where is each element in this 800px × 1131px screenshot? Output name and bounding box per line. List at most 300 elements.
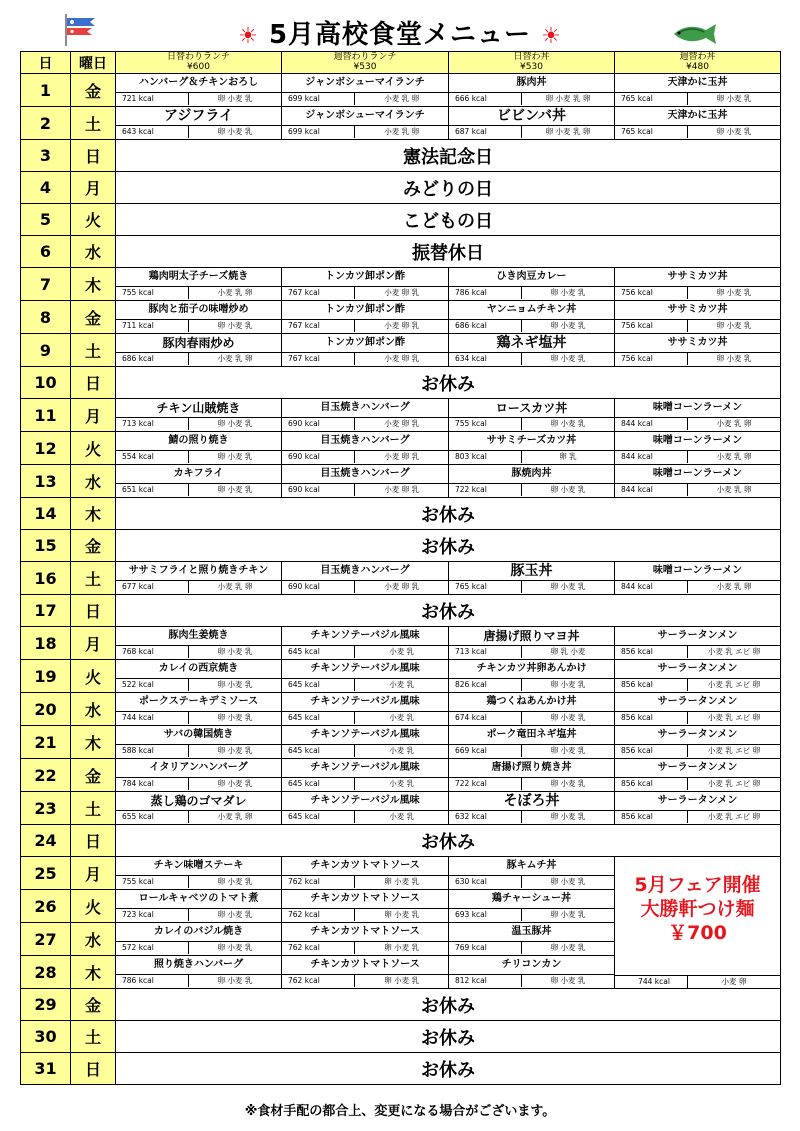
calories: 756 kcal <box>615 320 688 332</box>
table-row <box>21 857 781 890</box>
allergens: 卵 小麦 乳 <box>384 976 420 985</box>
dish-name: 唐揚げ照りマヨ丼 <box>483 629 580 643</box>
table-row <box>21 465 781 498</box>
weekday: 金 <box>71 989 116 1021</box>
weekday: 月 <box>71 172 116 204</box>
table-row <box>21 334 781 367</box>
dish-name: 鶏つくねあんかけ丼 <box>486 696 577 707</box>
calories: 690 kcal <box>282 484 355 496</box>
col-price: ¥530 <box>353 62 377 72</box>
col-name: 日替わ丼 <box>513 52 550 62</box>
menu-cell <box>116 660 282 693</box>
calories: 699 kcal <box>282 126 355 138</box>
calories: 844 kcal <box>615 451 688 463</box>
allergens: 卵 小麦 乳 <box>217 976 253 985</box>
closed-label: お休み <box>116 989 781 1021</box>
weekday: 火 <box>71 432 116 465</box>
calories: 632 kcal <box>449 811 522 823</box>
menu-cell <box>282 107 449 140</box>
day-number: 14 <box>21 498 71 530</box>
calories: 645 kcal <box>282 778 355 790</box>
weekday: 木 <box>71 498 116 530</box>
table-row <box>21 989 781 1021</box>
dish-name: 目玉焼きハンバーグ <box>320 435 410 446</box>
calories: 803 kcal <box>449 451 522 463</box>
nutrition-info <box>449 941 614 954</box>
allergens: 卵 小麦 乳 <box>217 452 253 461</box>
dish-name: 豚肉丼 <box>516 77 547 88</box>
nutrition-info <box>449 125 614 138</box>
menu-cell <box>615 693 781 726</box>
dish-name: 天津かに玉丼 <box>667 77 728 88</box>
menu-cell <box>615 268 781 301</box>
header-col <box>449 52 615 74</box>
dish-name: チキンソテーバジル風味 <box>310 762 420 773</box>
header <box>20 10 780 50</box>
day-number: 28 <box>21 956 71 989</box>
dish-name: ハンバーグ＆チキンおろし <box>138 77 259 88</box>
dish-name: 豚玉丼 <box>510 563 553 579</box>
calories: 755 kcal <box>116 876 189 888</box>
menu-cell <box>449 857 615 890</box>
allergens: 卵 小麦 乳 <box>217 910 253 919</box>
calories: 856 kcal <box>615 811 688 823</box>
closed-label: お休み <box>116 595 781 627</box>
allergens: 卵 小麦 乳 <box>384 943 420 952</box>
nutrition-info <box>615 352 780 365</box>
day-number: 31 <box>21 1053 71 1085</box>
menu-cell <box>282 268 449 301</box>
allergens: 小麦 乳 <box>389 779 415 788</box>
calories: 674 kcal <box>449 712 522 724</box>
weekday: 木 <box>71 726 116 759</box>
table-row <box>21 792 781 825</box>
calories: 769 kcal <box>449 942 522 954</box>
table-row <box>21 726 781 759</box>
nutrition-info <box>116 711 281 724</box>
calories: 765 kcal <box>615 126 688 138</box>
menu-cell <box>282 890 449 923</box>
calories: 634 kcal <box>449 353 522 365</box>
calories: 572 kcal <box>116 942 189 954</box>
calories: 844 kcal <box>615 418 688 430</box>
allergens: 小麦 卵 乳 <box>384 485 420 494</box>
calories: 677 kcal <box>116 581 189 593</box>
dish-name: チキンカツ丼卵あんかけ <box>476 663 587 674</box>
nutrition-info <box>116 92 281 105</box>
nutrition-info <box>449 92 614 105</box>
menu-cell <box>449 759 615 792</box>
allergens: 小麦 卵 乳 <box>384 452 420 461</box>
closed-label: お休み <box>116 530 781 562</box>
nutrition-info <box>282 941 448 954</box>
dish-name: 豚焼肉丼 <box>511 468 552 479</box>
weekday: 土 <box>71 107 116 140</box>
weekday: 木 <box>71 956 116 989</box>
dish-name: ササミフライと照り焼きチキン <box>128 565 269 576</box>
dish-name: そぼろ丼 <box>503 793 560 809</box>
calories: 744 kcal <box>116 712 189 724</box>
nutrition-info <box>449 974 614 987</box>
weekday: 金 <box>71 530 116 562</box>
table-row <box>21 562 781 595</box>
menu-cell <box>615 107 781 140</box>
nutrition-info <box>449 908 614 921</box>
calories: 765 kcal <box>449 581 522 593</box>
table-row <box>21 432 781 465</box>
nutrition-info <box>449 286 614 299</box>
day-number: 20 <box>21 693 71 726</box>
table-row <box>21 595 781 627</box>
menu-cell <box>282 660 449 693</box>
menu-cell <box>449 792 615 825</box>
calories: 687 kcal <box>449 126 522 138</box>
allergens: 小麦 乳 卵 <box>217 582 253 591</box>
calories: 690 kcal <box>282 581 355 593</box>
day-number: 2 <box>21 107 71 140</box>
allergens: 小麦 卵 <box>721 977 747 986</box>
weekday: 金 <box>71 301 116 334</box>
nutrition-info <box>282 450 448 463</box>
allergens: 小麦 乳 エビ 卵 <box>707 647 761 656</box>
table-row <box>21 204 781 236</box>
allergens: 小麦 乳 <box>389 647 415 656</box>
col-price: ¥600 <box>187 62 210 72</box>
allergens: 卵 小麦 乳 <box>716 321 752 330</box>
calories: 856 kcal <box>615 646 688 658</box>
menu-cell <box>116 627 282 660</box>
nutrition-info <box>449 580 614 593</box>
weekday: 日 <box>71 140 116 172</box>
menu-cell <box>282 956 449 989</box>
dish-name: 味噌コーンラーメン <box>652 402 743 413</box>
nutrition-info <box>282 810 448 823</box>
menu-cell <box>116 334 282 367</box>
weekday: 日 <box>71 1053 116 1085</box>
calories: 645 kcal <box>282 679 355 691</box>
day-number: 24 <box>21 825 71 857</box>
nutrition-info <box>116 678 281 691</box>
calories: 722 kcal <box>449 778 522 790</box>
nutrition-info <box>116 417 281 430</box>
calories: 784 kcal <box>116 778 189 790</box>
weekday: 土 <box>71 792 116 825</box>
day-number: 1 <box>21 74 71 107</box>
dish-name: カレイの西京焼き <box>158 663 239 674</box>
menu-cell <box>449 432 615 465</box>
allergens: 卵 乳 小麦 <box>550 647 586 656</box>
day-number: 26 <box>21 890 71 923</box>
allergens: 卵 小麦 乳 <box>217 746 253 755</box>
calories: 844 kcal <box>615 581 688 593</box>
dish-name: 目玉焼きハンバーグ <box>320 468 410 479</box>
table-row <box>21 107 781 140</box>
dish-name: ヤンニョムチキン丼 <box>486 304 577 315</box>
table-row <box>21 367 781 399</box>
menu-cell <box>282 627 449 660</box>
menu-cell <box>449 923 615 956</box>
nutrition-info <box>282 908 448 921</box>
title-text: 5月高校食堂メニュー <box>268 20 532 50</box>
allergens: 卵 小麦 乳 卵 <box>545 127 591 136</box>
allergens: 卵 乳 <box>559 452 577 461</box>
table-row <box>21 140 781 172</box>
nutrition-info <box>449 450 614 463</box>
calories: 762 kcal <box>282 876 355 888</box>
dish-name: サーラータンメン <box>657 696 738 707</box>
sun-icon: ☀ <box>238 24 259 49</box>
dish-name: チキンカツトマトソース <box>310 959 420 970</box>
allergens: 卵 小麦 乳 <box>716 288 752 297</box>
calories: 762 kcal <box>282 942 355 954</box>
dish-name: 味噌コーンラーメン <box>652 565 743 576</box>
dish-name: チキンカツトマトソース <box>310 926 420 937</box>
nutrition-info <box>449 319 614 332</box>
allergens: 卵 小麦 乳 <box>217 127 253 136</box>
day-number: 19 <box>21 660 71 693</box>
allergens: 卵 小麦 乳 <box>217 943 253 952</box>
table-row <box>21 74 781 107</box>
allergens: 卵 小麦 乳 <box>716 127 752 136</box>
dish-name: チキンカツトマトソース <box>310 893 420 904</box>
allergens: 卵 小麦 乳 <box>550 779 586 788</box>
dish-name: ポーク竜田ネギ塩丼 <box>486 729 577 740</box>
day-number: 15 <box>21 530 71 562</box>
fair-promo <box>615 857 781 989</box>
menu-cell <box>615 399 781 432</box>
allergens: 卵 小麦 乳 <box>550 582 586 591</box>
allergens: 小麦 卵 乳 <box>384 582 420 591</box>
dish-name: ジャンボシューマイランチ <box>305 110 425 121</box>
nutrition-info <box>449 711 614 724</box>
day-number: 6 <box>21 236 71 268</box>
nutrition-info <box>615 777 780 790</box>
table-row <box>21 693 781 726</box>
dish-name: 照り焼きハンバーグ <box>153 959 244 970</box>
nutrition-info <box>116 645 281 658</box>
day-number: 29 <box>21 989 71 1021</box>
day-number: 12 <box>21 432 71 465</box>
calories: 686 kcal <box>449 320 522 332</box>
menu-cell <box>449 301 615 334</box>
nutrition-info <box>282 483 448 496</box>
table-row <box>21 399 781 432</box>
allergens: 卵 小麦 乳 <box>217 779 253 788</box>
dish-name: 唐揚げ照り焼き丼 <box>491 762 572 773</box>
nutrition-info <box>282 319 448 332</box>
allergens: 小麦 乳 卵 <box>384 94 420 103</box>
weekday: 火 <box>71 890 116 923</box>
nutrition-info <box>615 711 780 724</box>
weekday: 火 <box>71 660 116 693</box>
allergens: 小麦 乳 卵 <box>716 419 752 428</box>
weekday: 月 <box>71 857 116 890</box>
table-row <box>21 825 781 857</box>
allergens: 小麦 乳 卵 <box>716 582 752 591</box>
nutrition-info <box>615 810 780 823</box>
allergens: 卵 小麦 乳 <box>217 485 253 494</box>
col-price: ¥480 <box>686 62 709 72</box>
nutrition-info <box>282 92 448 105</box>
nutrition-info <box>116 941 281 954</box>
fair-nutrition-info <box>615 975 780 988</box>
allergens: 卵 小麦 乳 <box>550 943 586 952</box>
nutrition-info <box>282 417 448 430</box>
weekday: 土 <box>71 1021 116 1053</box>
day-number: 4 <box>21 172 71 204</box>
closed-label: お休み <box>116 1053 781 1085</box>
dish-name: ササミカツ丼 <box>667 304 728 315</box>
allergens: 卵 小麦 乳 <box>217 647 253 656</box>
menu-cell <box>449 693 615 726</box>
dish-name: チキンソテーバジル風味 <box>310 630 420 641</box>
dish-name: ロースカツ丼 <box>495 401 568 415</box>
closed-label: お休み <box>116 1021 781 1053</box>
dish-name: チキンソテーバジル風味 <box>310 696 420 707</box>
nutrition-info <box>282 645 448 658</box>
allergens: 卵 小麦 乳 <box>716 94 752 103</box>
calories: 713 kcal <box>449 646 522 658</box>
day-number: 16 <box>21 562 71 595</box>
calories: 693 kcal <box>449 909 522 921</box>
menu-table <box>20 51 781 1085</box>
calories: 844 kcal <box>615 484 688 496</box>
nutrition-info <box>282 286 448 299</box>
calories: 756 kcal <box>615 287 688 299</box>
calories: 643 kcal <box>116 126 189 138</box>
dish-name: 鶏肉明太子チーズ焼き <box>148 271 249 282</box>
menu-cell <box>282 74 449 107</box>
nutrition-info <box>615 92 780 105</box>
allergens: 小麦 乳 エビ 卵 <box>707 713 761 722</box>
calories: 767 kcal <box>282 353 355 365</box>
nutrition-info <box>116 286 281 299</box>
menu-cell <box>449 268 615 301</box>
day-number: 9 <box>21 334 71 367</box>
dish-name: トンカツ卸ポン酢 <box>325 337 405 348</box>
menu-cell <box>116 759 282 792</box>
dish-name: サーラータンメン <box>657 729 738 740</box>
allergens: 小麦 卵 乳 <box>384 419 420 428</box>
header-col <box>282 52 449 74</box>
dish-name: 豚肉春雨炒め <box>162 336 235 350</box>
dish-name: サーラータンメン <box>657 762 738 773</box>
weekday: 金 <box>71 759 116 792</box>
nutrition-info <box>282 875 448 888</box>
weekday: 月 <box>71 627 116 660</box>
dish-name: イタリアンハンバーグ <box>149 762 248 773</box>
calories: 856 kcal <box>615 745 688 757</box>
fish-icon <box>670 18 720 48</box>
calories: 721 kcal <box>116 93 189 105</box>
calories: 765 kcal <box>615 93 688 105</box>
nutrition-info <box>116 875 281 888</box>
allergens: 小麦 乳 <box>389 812 415 821</box>
allergens: 卵 小麦 乳 <box>384 877 420 886</box>
menu-cell <box>615 334 781 367</box>
allergens: 小麦 乳 卵 <box>384 127 420 136</box>
allergens: 卵 小麦 乳 <box>217 94 253 103</box>
fair-line1: 5月フェア開催 <box>634 873 761 896</box>
calories: 768 kcal <box>116 646 189 658</box>
calories: 645 kcal <box>282 811 355 823</box>
menu-cell <box>282 693 449 726</box>
dish-name: ロールキャベツのトマト煮 <box>138 893 259 904</box>
menu-cell <box>116 956 282 989</box>
menu-cell <box>615 301 781 334</box>
dish-name: サバの韓国焼き <box>163 729 234 740</box>
dish-name: 鶏チャーシュー丼 <box>491 893 572 904</box>
allergens: 卵 小麦 乳 <box>550 680 586 689</box>
menu-cell <box>282 792 449 825</box>
allergens: 小麦 乳 エビ 卵 <box>707 779 761 788</box>
nutrition-info <box>449 777 614 790</box>
dish-name: サーラータンメン <box>657 663 738 674</box>
dish-name: チキン味噌ステーキ <box>153 860 244 871</box>
nutrition-info <box>116 580 281 593</box>
allergens: 卵 小麦 乳 <box>550 419 586 428</box>
header-weekday: 曜日 <box>71 52 116 74</box>
calories: 755 kcal <box>449 418 522 430</box>
menu-cell <box>449 627 615 660</box>
calories: 666 kcal <box>449 93 522 105</box>
nutrition-info <box>449 810 614 823</box>
dish-name: 味噌コーンラーメン <box>652 435 743 446</box>
nutrition-info <box>282 580 448 593</box>
menu-cell <box>116 890 282 923</box>
weekday: 月 <box>71 399 116 432</box>
menu-cell <box>282 759 449 792</box>
nutrition-info <box>282 678 448 691</box>
calories: 669 kcal <box>449 745 522 757</box>
dish-name: 目玉焼きハンバーグ <box>320 402 410 413</box>
allergens: 卵 小麦 乳 卵 <box>545 94 591 103</box>
calories: 856 kcal <box>615 712 688 724</box>
dish-name: カレイのバジル焼き <box>153 926 244 937</box>
calories: 645 kcal <box>282 712 355 724</box>
dish-name: 蒸し鶏のゴマダレ <box>150 794 247 808</box>
allergens: 小麦 乳 卵 <box>217 812 253 821</box>
menu-cell <box>449 956 615 989</box>
day-number: 5 <box>21 204 71 236</box>
allergens: 卵 小麦 乳 <box>550 746 586 755</box>
menu-cell <box>449 334 615 367</box>
weekday: 金 <box>71 74 116 107</box>
dish-name: 豚肉生姜焼き <box>168 630 229 641</box>
day-number: 8 <box>21 301 71 334</box>
menu-cell <box>116 792 282 825</box>
menu-cell <box>615 792 781 825</box>
weekday: 水 <box>71 465 116 498</box>
nutrition-info <box>116 125 281 138</box>
menu-cell <box>282 301 449 334</box>
allergens: 小麦 乳 卵 <box>217 288 253 297</box>
allergens: 小麦 乳 卵 <box>716 452 752 461</box>
nutrition-info <box>116 810 281 823</box>
calories: 645 kcal <box>282 745 355 757</box>
day-number: 27 <box>21 923 71 956</box>
dish-name: アジフライ <box>163 108 234 124</box>
closed-label: お休み <box>116 367 781 399</box>
menu-cell <box>282 562 449 595</box>
menu-cell <box>116 562 282 595</box>
menu-cell <box>449 107 615 140</box>
menu-cell <box>116 268 282 301</box>
menu-cell <box>449 660 615 693</box>
nutrition-info <box>116 483 281 496</box>
dish-name: チキンソテーバジル風味 <box>310 795 420 806</box>
menu-cell <box>116 465 282 498</box>
